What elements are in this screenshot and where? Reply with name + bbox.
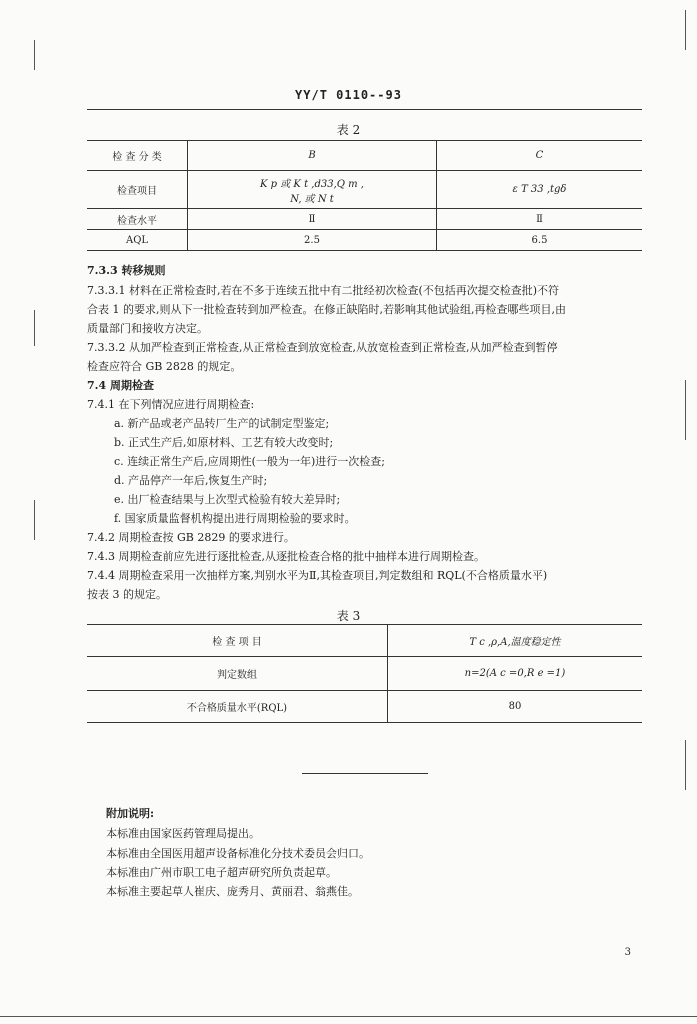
notes-line: 本标准主要起草人崔庆、庞秀月、黄丽君、翁燕佳。 (106, 885, 359, 898)
scan-edge-right (685, 380, 686, 440)
paragraph-line: 7.4.2 周期检查按 GB 2829 的要求进行。 (87, 531, 295, 544)
table-cell: C (437, 141, 643, 171)
table-row (87, 657, 642, 691)
table-cell: Ⅱ (437, 209, 643, 230)
table-cell: 检 查 分 类 (87, 141, 188, 171)
table-row (87, 141, 642, 171)
list-item: d. 产品停产一年后,恢复生产时; (114, 474, 268, 487)
scan-edge-right (685, 740, 686, 790)
table-cell: 不合格质量水平(RQL) (87, 691, 388, 723)
table-cell: 6.5 (437, 230, 643, 251)
table-cell: Ⅱ (188, 209, 437, 230)
paragraph-line: 7.4.4 周期检查采用一次抽样方案,判别水平为Ⅱ,其检查项目,判定数组和 RQL(不合格质量水平) (87, 569, 548, 582)
notes-line: 本标准由国家医药管理局提出。 (106, 827, 260, 840)
paragraph-line: 7.3.3.1 材料在正常检查时,若在不多于连续五批中有二批经初次检查(不包括再次提交检查批)不符 (87, 284, 560, 297)
table-cell: 2.5 (188, 230, 437, 251)
table-cell: 80 (388, 691, 643, 723)
paragraph-line: 按表 3 的规定。 (87, 588, 167, 601)
paragraph-line: 检查应符合 GB 2828 的规定。 (87, 360, 242, 373)
paragraph-line: 质量部门和接收方决定。 (87, 322, 208, 335)
table-cell: n=2(A c =0,R e =1) (388, 657, 643, 691)
end-rule (302, 773, 428, 774)
notes-line: 本标准由全国医用超声设备标准化分技术委员会归口。 (106, 847, 370, 860)
table-cell-line: K p 或 K t ,d33,Q m , (260, 178, 364, 190)
list-item: b. 正式生产后,如原材料、工艺有较大改变时; (114, 436, 334, 449)
table-cell: B (188, 141, 437, 171)
table-cell: 判定数组 (87, 657, 388, 691)
table-3 (87, 624, 642, 723)
header-rule (87, 109, 642, 110)
document-header: YY/T 0110--93 (295, 88, 402, 102)
table-cell: 检查项目 (87, 171, 188, 209)
table3-caption: 表 3 (336, 609, 361, 623)
paragraph-line: 7.3.3.2 从加严检查到正常检查,从正常检查到放宽检查,从放宽检查到正常检查,从加严检查到暂停 (87, 341, 558, 354)
page-number: 3 (624, 947, 631, 958)
table-cell: 检 查 项 目 (87, 625, 388, 657)
table-cell: ε T 33 ,tgδ (437, 171, 643, 209)
section-7-3-3: 7.3.3 转移规则 (87, 264, 166, 277)
table-2 (87, 140, 642, 251)
list-item: e. 出厂检查结果与上次型式检验有较大差异时; (114, 493, 341, 506)
paragraph-line: 7.4.3 周期检查前应先进行逐批检查,从逐批检查合格的批中抽样本进行周期检查。 (87, 550, 485, 563)
notes-line: 本标准由广州市职工电子超声研究所负责起草。 (106, 866, 337, 879)
table-row (87, 691, 642, 723)
table-row (87, 230, 642, 251)
scan-edge-right (685, 10, 686, 50)
paragraph-line: 合表 1 的要求,则从下一批检查转到加严检查。在修正缺陷时,若影响其他试验组,再检查哪些项目,由 (87, 303, 566, 316)
list-item: f. 国家质量监督机构提出进行周期检验的要求时。 (114, 512, 356, 525)
list-item: c. 连续正常生产后,应周期性(一般为一年)进行一次检查; (114, 455, 385, 468)
table-row (87, 171, 642, 209)
table-cell: AQL (87, 230, 188, 251)
scan-edge-left (34, 500, 35, 540)
section-7-4: 7.4 周期检查 (87, 379, 154, 392)
table-row (87, 209, 642, 230)
paragraph-line: 7.4.1 在下列情况应进行周期检查: (87, 398, 255, 411)
scan-edge-left (34, 310, 35, 346)
table-cell: 检查水平 (87, 209, 188, 230)
table-cell: T c ,ρ,A,温度稳定性 (388, 625, 643, 657)
table-row (87, 625, 642, 657)
table-cell-line: N, 或 N t (290, 193, 334, 205)
table2-caption: 表 2 (336, 123, 361, 137)
list-item: a. 新产品或老产品转厂生产的试制定型鉴定; (114, 417, 330, 430)
notes-title: 附加说明: (106, 807, 155, 820)
scan-edge-bottom (0, 1016, 697, 1017)
scan-edge-left (34, 40, 35, 70)
table-cell (188, 171, 437, 209)
